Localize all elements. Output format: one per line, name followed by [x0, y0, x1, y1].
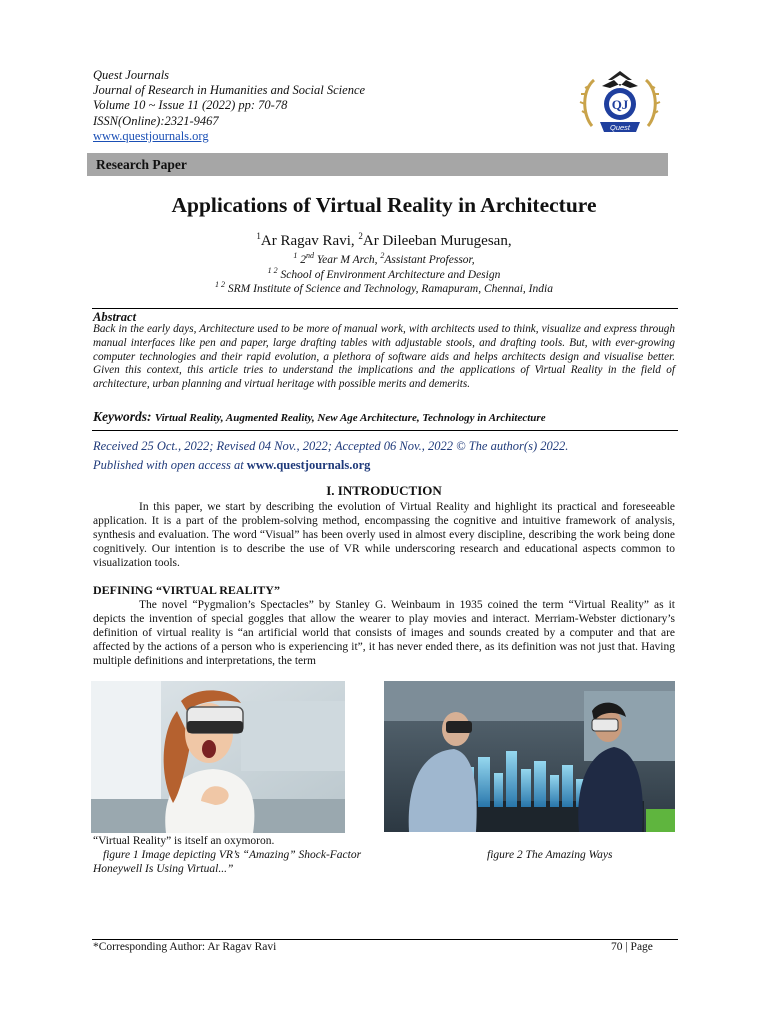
keywords-value: Virtual Reality, Augmented Reality, New Age Architecture, Technology in Architecture [154, 412, 546, 424]
journal-volume: Volume 10 ~ Issue 11 (2022) pp: 70-78 [93, 98, 288, 113]
figure-2-image [384, 681, 675, 832]
journal-issn: ISSN(Online):2321-9467 [93, 113, 219, 128]
vr-architecture-team-image [384, 681, 675, 832]
defining-vr-heading: DEFINING “VIRTUAL REALITY” [93, 583, 280, 597]
publication-dates: Received 25 Oct., 2022; Revised 04 Nov., 2022; Accepted 06 Nov., 2022 © The author(s) 2022. Published with open access at www.questjournals.org [93, 439, 569, 472]
figure-1-caption-continued: Honeywell Is Using Virtual...” [93, 863, 234, 875]
journal-header [93, 68, 365, 144]
keywords-label: Keywords: [93, 409, 155, 424]
abstract-bottom-rule [92, 430, 678, 431]
authors-line: $^1$Ar Ragav Ravi, $^2$Ar Dileeban Murugesan, [256, 231, 512, 249]
footer-rule [92, 939, 678, 940]
figure-2-caption: figure 2 The Amazing Ways [487, 849, 613, 861]
journal-full-name: Journal of Research in Humanities and Social Science [93, 83, 366, 98]
author-2: Ar Dileeban Murugesan, [362, 233, 512, 249]
affiliation-line-3: $^{1 2}$ SRM Institute of Science and Technology, Ramapuram, Chennai, India [215, 280, 553, 295]
section-band-label: Research Paper [96, 157, 187, 172]
abstract-heading: Abstract [93, 310, 137, 324]
defining-vr-paragraph: The novel “Pygmalion’s Spectacles” by Stanley G. Weinbaum in 1935 coined the term “Virtual Reality” as it depicts the invention of special goggles that allow the wearer to play movies and interact. Merriam-Webster dictionary’s definition of virtual reality is “an artificial world that consists of images and sounds created by a computer and that are affected by the actions of a person who is experiencing it”, it has never ended there, as its definition was not just that. Having multiple definitions and interpretations, the term [93, 599, 675, 667]
vr-user-shock-image [91, 681, 345, 833]
abstract-body: Back in the early days, Architecture used to be more of manual work, with architects used to think, visualize and express through manual interfaces like pen and paper, large drafting tables with adjustable stools, and drafting tools. But, with ever-growing computer technologies and their rapid evolution, a plethora of software aids and helps architects design and visualise better. Given this context, this article tries to understand the implications and the applications of Virtual Reality in the field of architecture, urban planning and virtual heritage with possible merits and demerits. [93, 323, 675, 391]
affiliation-line-1: $^1$ 2nd Year M Arch, $^2$Assistant Professor, [293, 251, 475, 266]
dates-line: Received 25 Oct., 2022; Revised 04 Nov., 2022; Accepted 06 Nov., 2022 © The author(s) 2022. [93, 439, 569, 453]
open-access-link[interactable]: www.questjournals.org [246, 458, 371, 472]
defining-vr-continuation: “Virtual Reality” is itself an oxymoron. [93, 835, 275, 847]
author-1: Ar Ragav Ravi, [260, 233, 359, 249]
figure-1-image [91, 681, 345, 833]
corresponding-author: *Corresponding Author: Ar Ragav Ravi [93, 941, 277, 953]
figure-1-caption: figure 1 Image depicting VR’s “Amazing” Shock-Factor [103, 849, 362, 861]
svg-text:QJ: QJ [611, 97, 629, 112]
introduction-paragraph: In this paper, we start by describing the evolution of Virtual Reality and highlight its practical and foreseeable application. It is a part of the problem-solving method, encompassing the cognitive and intuitive framework of analysis, synthesis and evaluation. The word “Visual” has been overly used in almost every discipline, describing the work being done cognitively. Our intention is to describe the use of VR while underscoring research and educational aspects common to visualization tools. [93, 501, 675, 569]
affiliation-line-2: $^{1 2}$ School of Environment Architecture and Design [267, 266, 501, 281]
abstract-top-rule [92, 308, 678, 309]
section-band [87, 153, 668, 176]
paper-title: Applications of Virtual Reality in Architecture [171, 193, 597, 217]
page-number: 70 | Page [611, 941, 653, 953]
journal-name: Quest Journals [93, 68, 170, 82]
introduction-heading: I. INTRODUCTION [326, 483, 442, 498]
quest-journals-logo [578, 68, 662, 138]
keywords-line [93, 409, 546, 425]
logo-emblem-icon [578, 68, 662, 138]
journal-website-link[interactable]: www.questjournals.org [93, 128, 209, 143]
svg-text:Quest: Quest [609, 123, 631, 132]
